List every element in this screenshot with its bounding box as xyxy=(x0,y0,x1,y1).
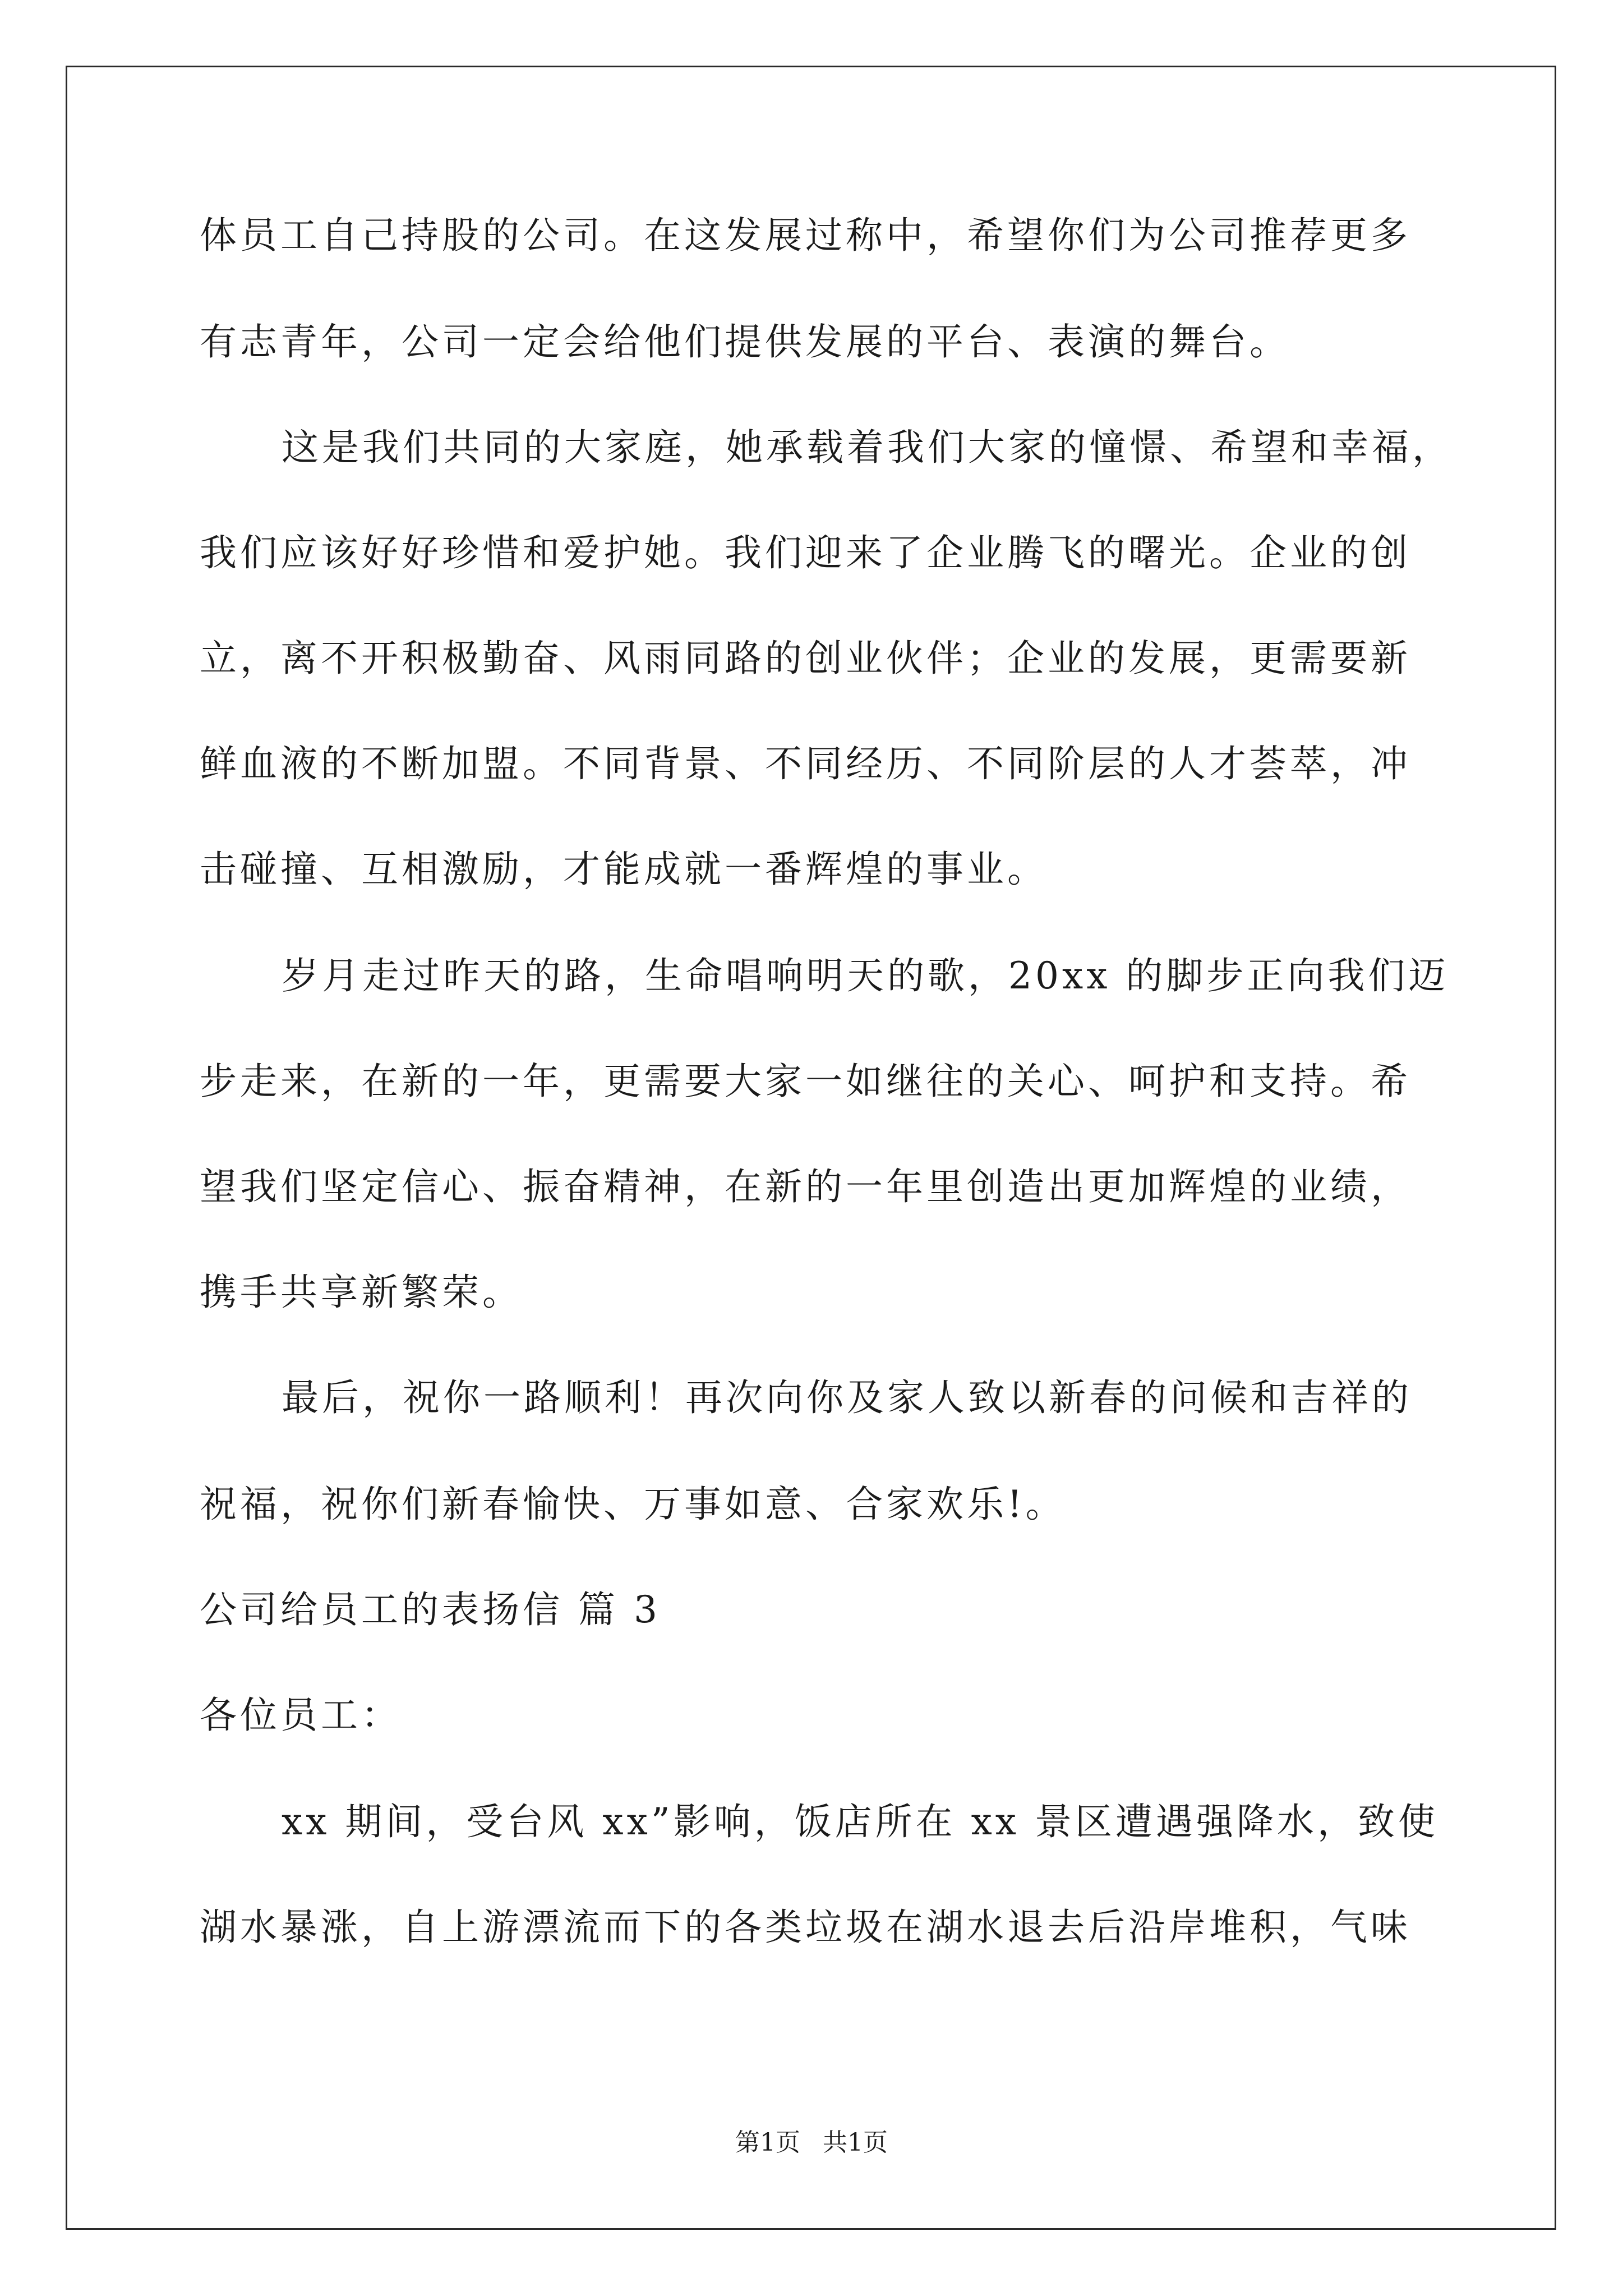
paragraph-start-line: 最后，祝你一路顺利！再次向你及家人致以新春的问候和吉祥的 xyxy=(282,1376,1412,1419)
salutation: 各位员工： xyxy=(200,1694,402,1737)
page-footer xyxy=(0,2127,1623,2159)
paragraph-start-line: 这是我们共同的大家庭，她承载着我们大家的憧憬、希望和幸福， xyxy=(282,426,1453,469)
text-line: 步走来，在新的一年，更需要大家一如继往的关心、呵护和支持。希 xyxy=(200,1060,1411,1103)
text-line: 有志青年，公司一定会给他们提供发展的平台、表演的舞台。 xyxy=(200,320,1290,364)
text-line: 湖水暴涨，自上游漂流而下的各类垃圾在湖水退去后沿岸堆积，气味 xyxy=(200,1906,1411,1949)
text-line: 望我们坚定信心、振奋精神，在新的一年里创造出更加辉煌的业绩， xyxy=(200,1165,1411,1208)
text-line: 携手共享新繁荣。 xyxy=(200,1271,523,1314)
paragraph-start-line: 岁月走过昨天的路，生命唱响明天的歌，20xx 的脚步正向我们迈 xyxy=(282,954,1449,997)
text-line: 我们应该好好珍惜和爱护她。我们迎来了企业腾飞的曙光。企业的创 xyxy=(200,531,1411,574)
text-line: 鲜血液的不断加盟。不同背景、不同经历、不同阶层的人才荟萃，冲 xyxy=(200,742,1411,785)
paragraph-start-line: xx 期间，受台风 xx”影响，饭店所在 xx 景区遭遇强降水，致使 xyxy=(282,1800,1438,1843)
text-line: 体员工自己持股的公司。在这发展过称中，希望你们为公司推荐更多 xyxy=(200,214,1411,257)
text-line: 击碰撞、互相激励，才能成就一番辉煌的事业。 xyxy=(200,848,1048,891)
page-total: 共1页 xyxy=(823,2128,888,2157)
section-heading: 公司给员工的表扬信 篇 3 xyxy=(200,1588,661,1631)
text-line: 祝福，祝你们新春愉快、万事如意、合家欢乐!。 xyxy=(200,1483,1066,1526)
text-line: 立，离不开积极勤奋、风雨同路的创业伙伴；企业的发展，更需要新 xyxy=(200,637,1411,680)
page-number: 第1页 xyxy=(735,2128,800,2157)
